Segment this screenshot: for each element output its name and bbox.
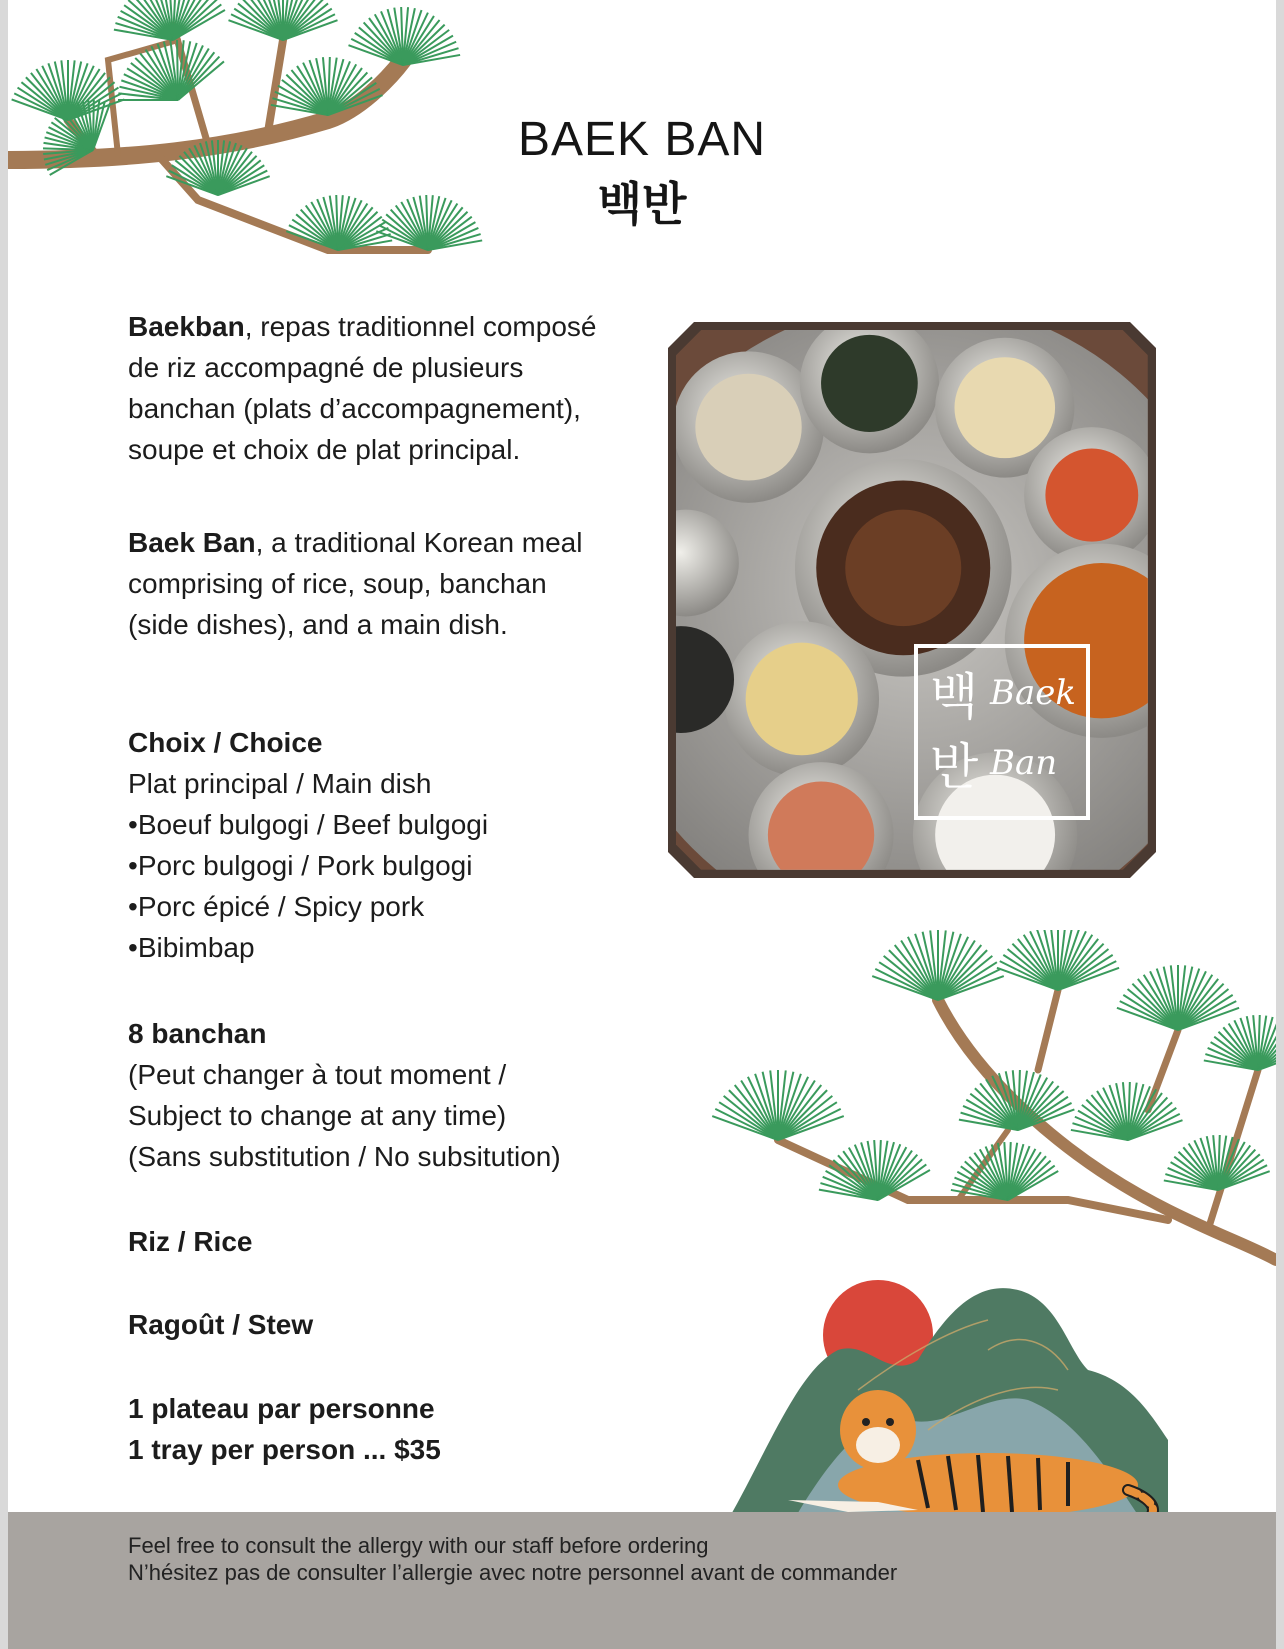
photo-label-kr-1: 백: [930, 668, 979, 726]
intro-english: [128, 522, 648, 645]
choice-item: • Boeuf bulgogi / Beef bulgogi: [128, 804, 488, 845]
intro-french-line: , repas traditionnel composé: [244, 311, 597, 342]
choice-item: • Porc épicé / Spicy pork: [128, 886, 488, 927]
intro-french: [128, 306, 648, 470]
intro-french-line: soupe et choix de plat principal.: [128, 434, 521, 465]
allergy-note: [128, 1532, 897, 1586]
photo-label-en-2: Ban: [990, 743, 1058, 783]
price-line-en: 1 tray per person ... $35: [128, 1434, 441, 1465]
choice-section: [128, 722, 488, 968]
page-title: BAEK BAN: [517, 113, 767, 166]
menu-page: [8, 0, 1276, 1649]
intro-english-line: comprising of rice, soup, banchan: [128, 568, 547, 599]
choice-item: • Porc bulgogi / Pork bulgogi: [128, 845, 488, 886]
allergy-note-en: Feel free to consult the allergy with our staff before ordering: [128, 1533, 709, 1558]
page-title-korean: 백반: [597, 178, 687, 230]
allergy-note-fr: N’hésitez pas de consulter l’allergie avec notre personnel avant de commander: [128, 1560, 898, 1585]
banchan-note: (Sans substitution / No subsitution): [128, 1141, 561, 1172]
price-line-fr: 1 plateau par personne: [128, 1393, 435, 1424]
choice-subheading: Plat principal / Main dish: [128, 768, 432, 799]
rice-heading: Riz / Rice: [128, 1226, 253, 1257]
intro-french-bold: Baekban: [128, 311, 245, 342]
intro-french-line: de riz accompagné de plusieurs: [128, 352, 524, 383]
banchan-note: (Peut changer à tout moment /: [128, 1059, 507, 1090]
price-section: [128, 1388, 441, 1470]
choice-item: • Bibimbap: [128, 927, 488, 968]
stew-heading: Ragoût / Stew: [128, 1309, 314, 1340]
intro-english-line: (side dishes), and a main dish.: [128, 609, 508, 640]
rice-section: [128, 1221, 252, 1262]
stew-section: [128, 1304, 313, 1345]
choice-heading: Choix / Choice: [128, 727, 323, 758]
intro-french-line: banchan (plats d’accompagnement),: [128, 393, 581, 424]
photo-label-kr-2: 반: [930, 738, 979, 796]
food-photo: [668, 322, 1156, 878]
intro-english-line: , a traditional Korean meal: [255, 527, 583, 558]
banchan-heading: 8 banchan: [128, 1018, 267, 1049]
banchan-section: [128, 1013, 561, 1177]
intro-english-bold: Baek Ban: [128, 527, 256, 558]
banchan-note: Subject to change at any time): [128, 1100, 507, 1131]
photo-label-en-1: Baek: [990, 673, 1076, 713]
